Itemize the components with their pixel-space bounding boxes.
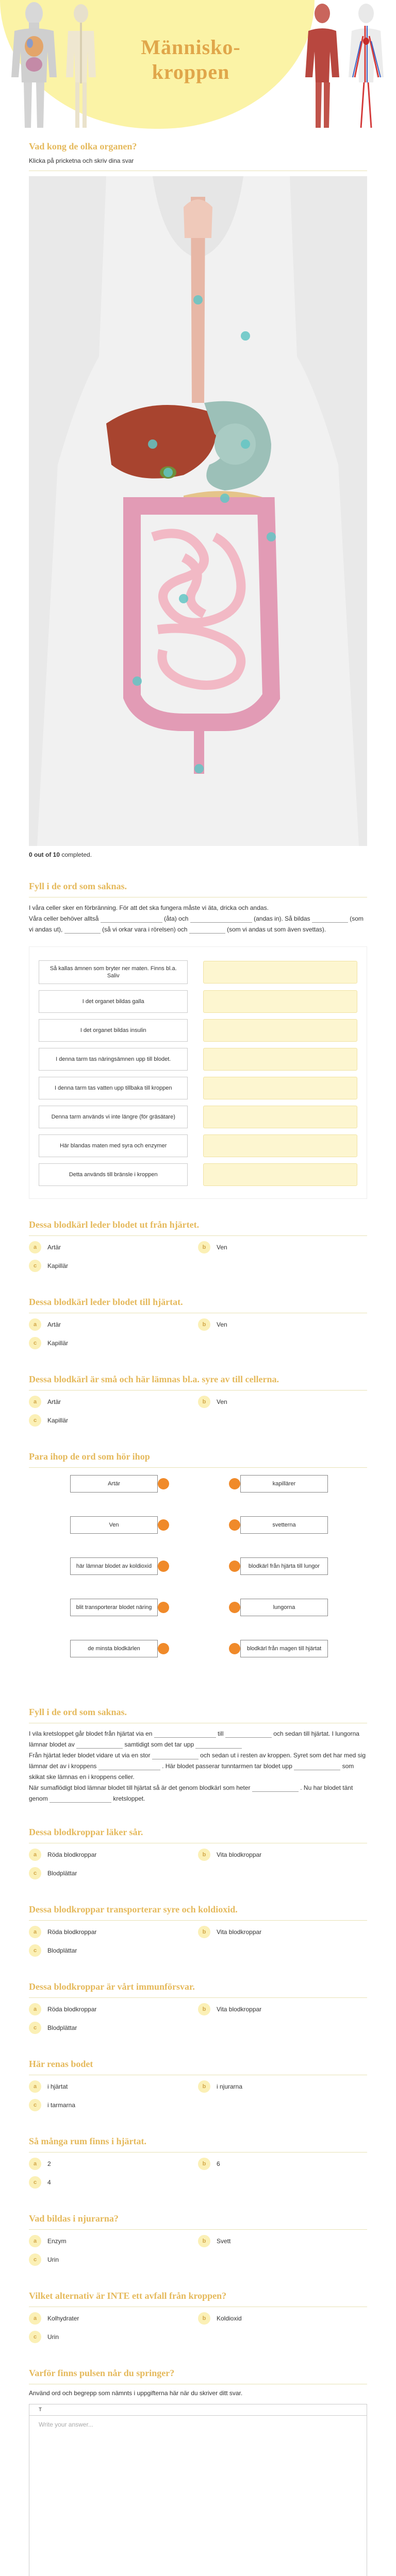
option-letter: b [198, 1318, 210, 1331]
answer-option[interactable] [29, 2312, 198, 2325]
match-prompt: Här blandas maten med syra och enzymer [39, 1134, 188, 1157]
option-letter: b [198, 2235, 210, 2247]
fill-text: och sedan till hjärtat. I lungorna lämnar blodet av [29, 1730, 359, 1748]
option-text: Svett [217, 2238, 231, 2245]
question-title: Så många rum finns i hjärtat. [29, 2136, 147, 2146]
option-text: Ven [217, 1398, 227, 1405]
option-letter: a [29, 2080, 41, 2093]
options-list [29, 2235, 367, 2272]
pair-row [70, 1557, 328, 1575]
body-figure-blood [340, 0, 392, 129]
option-text: Koldioxid [217, 2315, 242, 2322]
connector-dot[interactable] [158, 1561, 169, 1572]
answer-option[interactable] [198, 1396, 367, 1408]
match-row [29, 1131, 367, 1160]
answer-option[interactable] [198, 1849, 367, 1861]
option-letter: c [29, 2099, 41, 2111]
option-letter: c [29, 2176, 41, 2189]
match-prompt: Detta används till bränsle i kroppen [39, 1163, 188, 1186]
match-prompt: I det organet bildas insulin [39, 1019, 188, 1042]
pair-left-item[interactable] [70, 1475, 169, 1493]
pair-right-label: lungorna [240, 1599, 328, 1616]
match-row [29, 987, 367, 1016]
option-text: Kapillär [47, 1340, 69, 1347]
options-list [29, 1396, 367, 1433]
connector-dot[interactable] [158, 1478, 169, 1489]
pair-row [70, 1475, 328, 1493]
option-letter: c [29, 1414, 41, 1427]
divider [29, 1235, 367, 1236]
option-letter: a [29, 1849, 41, 1861]
pair-row [70, 1640, 328, 1657]
fill-text: (som vi andas ut), [29, 915, 364, 933]
options-list [29, 2312, 367, 2349]
option-letter: a [29, 2158, 41, 2170]
fill-text: (åta) och [164, 915, 189, 922]
match-row [29, 1160, 367, 1189]
option-letter: b [198, 2080, 210, 2093]
question-instructions: Klicka på pricketna och skriv dina svar [29, 157, 134, 164]
option-letter: c [29, 1260, 41, 1272]
answer-option[interactable] [29, 1260, 198, 1272]
answer-option[interactable] [29, 1849, 198, 1861]
fill-text: samtidigt som det tar upp [124, 1741, 194, 1748]
answer-option[interactable] [29, 1944, 198, 1957]
answer-option[interactable] [29, 1926, 198, 1938]
pair-left-label: här lämnar blodet av koldioxid [70, 1557, 158, 1575]
pair-right-item[interactable] [229, 1516, 328, 1534]
option-letter: c [29, 2253, 41, 2266]
option-text: Blodplättar [47, 2024, 77, 2031]
question-title: Vad kong de olka organen? [29, 141, 137, 151]
blank-input[interactable] [252, 1785, 299, 1792]
blank-input[interactable] [195, 1741, 242, 1749]
option-text: Vita blodkroppar [217, 1928, 262, 1936]
blank-input[interactable] [101, 916, 162, 923]
anatomy-diagram [29, 176, 367, 846]
blank-input[interactable] [50, 1795, 111, 1803]
match-row [29, 1074, 367, 1103]
option-text: Kapillär [47, 1262, 69, 1269]
fill-text: Från hjärtat leder blodet vidare ut via en stor [29, 1752, 151, 1759]
progress-count: 0 out of 10 [29, 851, 60, 858]
question-title: Här renas bodet [29, 2059, 93, 2069]
answer-textarea[interactable] [29, 2404, 367, 2576]
divider [29, 1390, 367, 1391]
option-letter: b [198, 1849, 210, 1861]
fill-text: När sumaflödigt blod lämnar blodet till hjärtat så är det genom blodkärl som heter [29, 1784, 251, 1791]
match-drop-zone[interactable] [203, 961, 357, 984]
option-text: Vita blodkroppar [217, 2006, 262, 2013]
match-prompt: I denna tarm tas näringsämnen upp till blodet. [39, 1048, 188, 1071]
match-prompt: Denna tarm används vi inte längre (för gräsätare) [39, 1106, 188, 1128]
answer-option[interactable] [29, 2022, 198, 2034]
pair-right-item[interactable] [229, 1640, 328, 1657]
options-list [29, 1241, 367, 1278]
match-drop-zone[interactable] [203, 1077, 357, 1099]
match-prompt: Så kallas ämnen som bryter ner maten. Finns bl.a. Saliv [39, 960, 188, 984]
fill-text: (som vi andas ut som även svettas). [227, 926, 326, 933]
divider [29, 1467, 367, 1468]
connector-dot[interactable] [229, 1478, 240, 1489]
question-instructions: Använd ord och begrepp som nämnts i uppgifterna här när du skriver ditt svar. [29, 2389, 243, 2397]
option-letter: c [29, 2022, 41, 2034]
options-list [29, 1849, 367, 1886]
match-row [29, 1016, 367, 1045]
option-letter: a [29, 1926, 41, 1938]
answer-option[interactable] [198, 2158, 367, 2170]
answer-option[interactable] [29, 1318, 198, 1331]
fill-in-paragraph [29, 903, 367, 935]
option-text: 6 [217, 2160, 220, 2167]
connector-dot[interactable] [158, 1519, 169, 1531]
option-text: Vita blodkroppar [217, 1851, 262, 1858]
pairing-area [29, 1475, 367, 1697]
answer-option[interactable] [198, 1241, 367, 1253]
question-title: Fyll i de ord som saknas. [29, 1707, 127, 1717]
pair-left-label: Ven [70, 1516, 158, 1534]
fill-text: Våra celler behöver alltså [29, 915, 99, 922]
fill-text: och sedan ut i resten av kroppen. Syret som det har med sig lämnar det av i kroppens [29, 1752, 366, 1770]
match-drop-zone[interactable] [203, 1134, 357, 1157]
pair-left-label: blit transporterar blodet näring [70, 1599, 158, 1616]
option-text: 4 [47, 2179, 51, 2186]
options-list [29, 1318, 367, 1355]
option-letter: b [198, 1396, 210, 1408]
blank-input[interactable] [64, 926, 101, 934]
pair-left-item[interactable] [70, 1557, 169, 1575]
answer-option[interactable] [29, 1337, 198, 1349]
option-text: i njurarna [217, 2083, 243, 2090]
option-letter: a [29, 1396, 41, 1408]
option-text: 2 [47, 2160, 51, 2167]
match-prompt: I denna tarm tas vatten upp tillbaka till kroppen [39, 1077, 188, 1099]
progress-suffix: completed. [60, 851, 92, 858]
option-text: Artär [47, 1398, 61, 1405]
pair-left-label: de minsta blodkärlen [70, 1640, 158, 1657]
progress-text [29, 851, 367, 858]
pair-left-item[interactable] [70, 1516, 169, 1534]
blank-input[interactable] [154, 1731, 216, 1738]
option-text: Urin [47, 2333, 59, 2341]
pair-right-label: svetterna [240, 1516, 328, 1534]
blank-input[interactable] [294, 1763, 340, 1770]
fill-in-paragraph [29, 1728, 367, 1804]
question-title: Dessa blodkroppar är vårt immunförsvar. [29, 1981, 195, 1992]
option-letter: a [29, 2235, 41, 2247]
pair-right-label: blodkärl från hjärta till lungor [240, 1557, 328, 1575]
option-letter: b [198, 1926, 210, 1938]
blank-input[interactable] [98, 1763, 160, 1770]
option-letter: c [29, 1337, 41, 1349]
match-drop-zone[interactable] [203, 1163, 357, 1186]
connector-dot[interactable] [229, 1519, 240, 1531]
question-title: Para ihop de ord som hör ihop [29, 1451, 150, 1462]
worksheet-content [0, 141, 396, 2576]
options-list [29, 1926, 367, 1963]
option-text: Röda blodkroppar [47, 1851, 97, 1858]
page-title [82, 35, 299, 84]
answer-option[interactable] [29, 2003, 198, 2015]
option-letter: a [29, 1241, 41, 1253]
blank-input[interactable] [76, 1741, 123, 1749]
pair-left-label: Artär [70, 1475, 158, 1493]
option-text: i tarmarna [47, 2102, 76, 2109]
fill-text: (så vi orkar vara i rörelsen) och [102, 926, 188, 933]
option-text: Kolhydrater [47, 2315, 79, 2322]
answer-option[interactable] [29, 2235, 198, 2247]
answer-option[interactable] [29, 1867, 198, 1879]
divider [29, 2152, 367, 2153]
connector-dot[interactable] [158, 1602, 169, 1613]
divider [29, 1997, 367, 1998]
answer-option[interactable] [198, 1926, 367, 1938]
answer-option[interactable] [198, 1318, 367, 1331]
match-drop-zone[interactable] [203, 1019, 357, 1042]
connector-dot[interactable] [229, 1561, 240, 1572]
pair-right-item[interactable] [229, 1475, 328, 1493]
fill-text: I våra celler sker en förbränning. För att det ska fungera måste vi äta, dricka och andas. [29, 904, 269, 911]
text-format-icon[interactable]: T [39, 2407, 42, 2413]
question-title: Varför finns pulsen når du springer? [29, 2368, 175, 2378]
answer-option[interactable] [29, 2080, 198, 2093]
option-letter: c [29, 1867, 41, 1879]
match-drop-zone[interactable] [203, 1048, 357, 1071]
pair-row [70, 1599, 328, 1616]
answer-option[interactable] [29, 1241, 198, 1253]
divider [29, 1920, 367, 1921]
fill-text: som skikat ske lämnas en i kroppens celler. [29, 1762, 354, 1781]
question-title: Dessa blodkroppar läker sår. [29, 1827, 143, 1837]
option-letter: b [198, 2003, 210, 2015]
pair-right-item[interactable] [229, 1557, 328, 1575]
answer-option[interactable] [29, 2099, 198, 2111]
pair-left-item[interactable] [70, 1640, 169, 1657]
question-title: Fyll i de ord som saknas. [29, 881, 127, 891]
fill-text: kretsloppet. [113, 1795, 145, 1802]
page-header [0, 0, 396, 129]
blank-input[interactable] [312, 916, 348, 923]
option-letter: a [29, 2003, 41, 2015]
option-text: Ven [217, 1244, 227, 1251]
fill-text: . Här blodet passerar tunntarmen tar blodet upp [162, 1762, 292, 1770]
match-row [29, 957, 367, 987]
body-figure-left [3, 0, 65, 129]
blank-input[interactable] [152, 1752, 199, 1759]
answer-option[interactable] [198, 2235, 367, 2247]
options-list [29, 2080, 367, 2117]
answer-option[interactable] [29, 2176, 198, 2189]
options-list [29, 2003, 367, 2040]
option-text: Urin [47, 2256, 59, 2263]
digestive-system-image [29, 176, 367, 846]
question-title: Vilket alternativ är INTE ett avfall från kroppen? [29, 2291, 227, 2301]
answer-option[interactable] [29, 1396, 198, 1408]
pair-right-label: blodkärl från magen till hjärtat [240, 1640, 328, 1657]
blank-input[interactable] [189, 926, 225, 934]
option-text: Blodplättar [47, 1870, 77, 1877]
page-title-line2: kroppen [152, 60, 230, 83]
textarea-placeholder: Write your answer... [39, 2421, 93, 2428]
connector-dot[interactable] [229, 1602, 240, 1613]
options-list [29, 2158, 367, 2195]
match-row [29, 1045, 367, 1074]
option-text: Röda blodkroppar [47, 2006, 97, 2013]
fill-text: I vila kretsloppet går blodet från hjärtat via en [29, 1730, 153, 1737]
option-letter: a [29, 1318, 41, 1331]
matching-table [29, 946, 367, 1199]
blank-input[interactable] [225, 1731, 272, 1738]
option-text: Artär [47, 1244, 61, 1251]
body-figure-muscle [299, 0, 345, 129]
page-title-line1: Människo- [141, 36, 241, 59]
text-format-toolbar [29, 2404, 367, 2416]
pair-row [70, 1516, 328, 1534]
question-title: Vad bildas i njurarna? [29, 2213, 119, 2224]
pair-right-item[interactable] [229, 1599, 328, 1616]
answer-option[interactable] [29, 2253, 198, 2266]
option-text: Blodplättar [47, 1947, 77, 1954]
answer-option[interactable] [198, 2003, 367, 2015]
option-text: i hjärtat [47, 2083, 68, 2090]
option-text: Röda blodkroppar [47, 1928, 97, 1936]
option-letter: b [198, 2312, 210, 2325]
option-letter: b [198, 2158, 210, 2170]
answer-option[interactable] [198, 2312, 367, 2325]
fill-text: . Nu har blodet tänt genom [29, 1784, 353, 1802]
option-text: Kapillär [47, 1417, 69, 1424]
question-title: Dessa blodkroppar transporterar syre och koldioxid. [29, 1904, 238, 1914]
match-prompt: I det organet bildas galla [39, 990, 188, 1013]
option-letter: b [198, 1241, 210, 1253]
pair-left-item[interactable] [70, 1599, 169, 1616]
fill-text: (andas in). Så bildas [254, 915, 310, 922]
blank-input[interactable] [190, 916, 252, 923]
fill-text: till [218, 1730, 224, 1737]
option-letter: a [29, 2312, 41, 2325]
connector-dot[interactable] [158, 1643, 169, 1654]
option-text: Ven [217, 1321, 227, 1328]
option-text: Enzym [47, 2238, 67, 2245]
question-title: Dessa blodkärl är små och här lämnas bl.a. syre av till cellerna. [29, 1374, 279, 1384]
answer-option[interactable] [29, 1414, 198, 1427]
divider [29, 2229, 367, 2230]
option-letter: c [29, 1944, 41, 1957]
answer-option[interactable] [29, 2331, 198, 2343]
question-title: Dessa blodkärl leder blodet ut från hjärtet. [29, 1219, 200, 1230]
connector-dot[interactable] [229, 1643, 240, 1654]
match-row [29, 1103, 367, 1131]
match-drop-zone[interactable] [203, 1106, 357, 1128]
question-title: Dessa blodkärl leder blodet till hjärtat. [29, 1297, 183, 1307]
option-letter: c [29, 2331, 41, 2343]
answer-option[interactable] [198, 2080, 367, 2093]
option-text: Artär [47, 1321, 61, 1328]
pair-right-label: kapillärer [240, 1475, 328, 1493]
answer-option[interactable] [29, 2158, 198, 2170]
match-drop-zone[interactable] [203, 990, 357, 1013]
